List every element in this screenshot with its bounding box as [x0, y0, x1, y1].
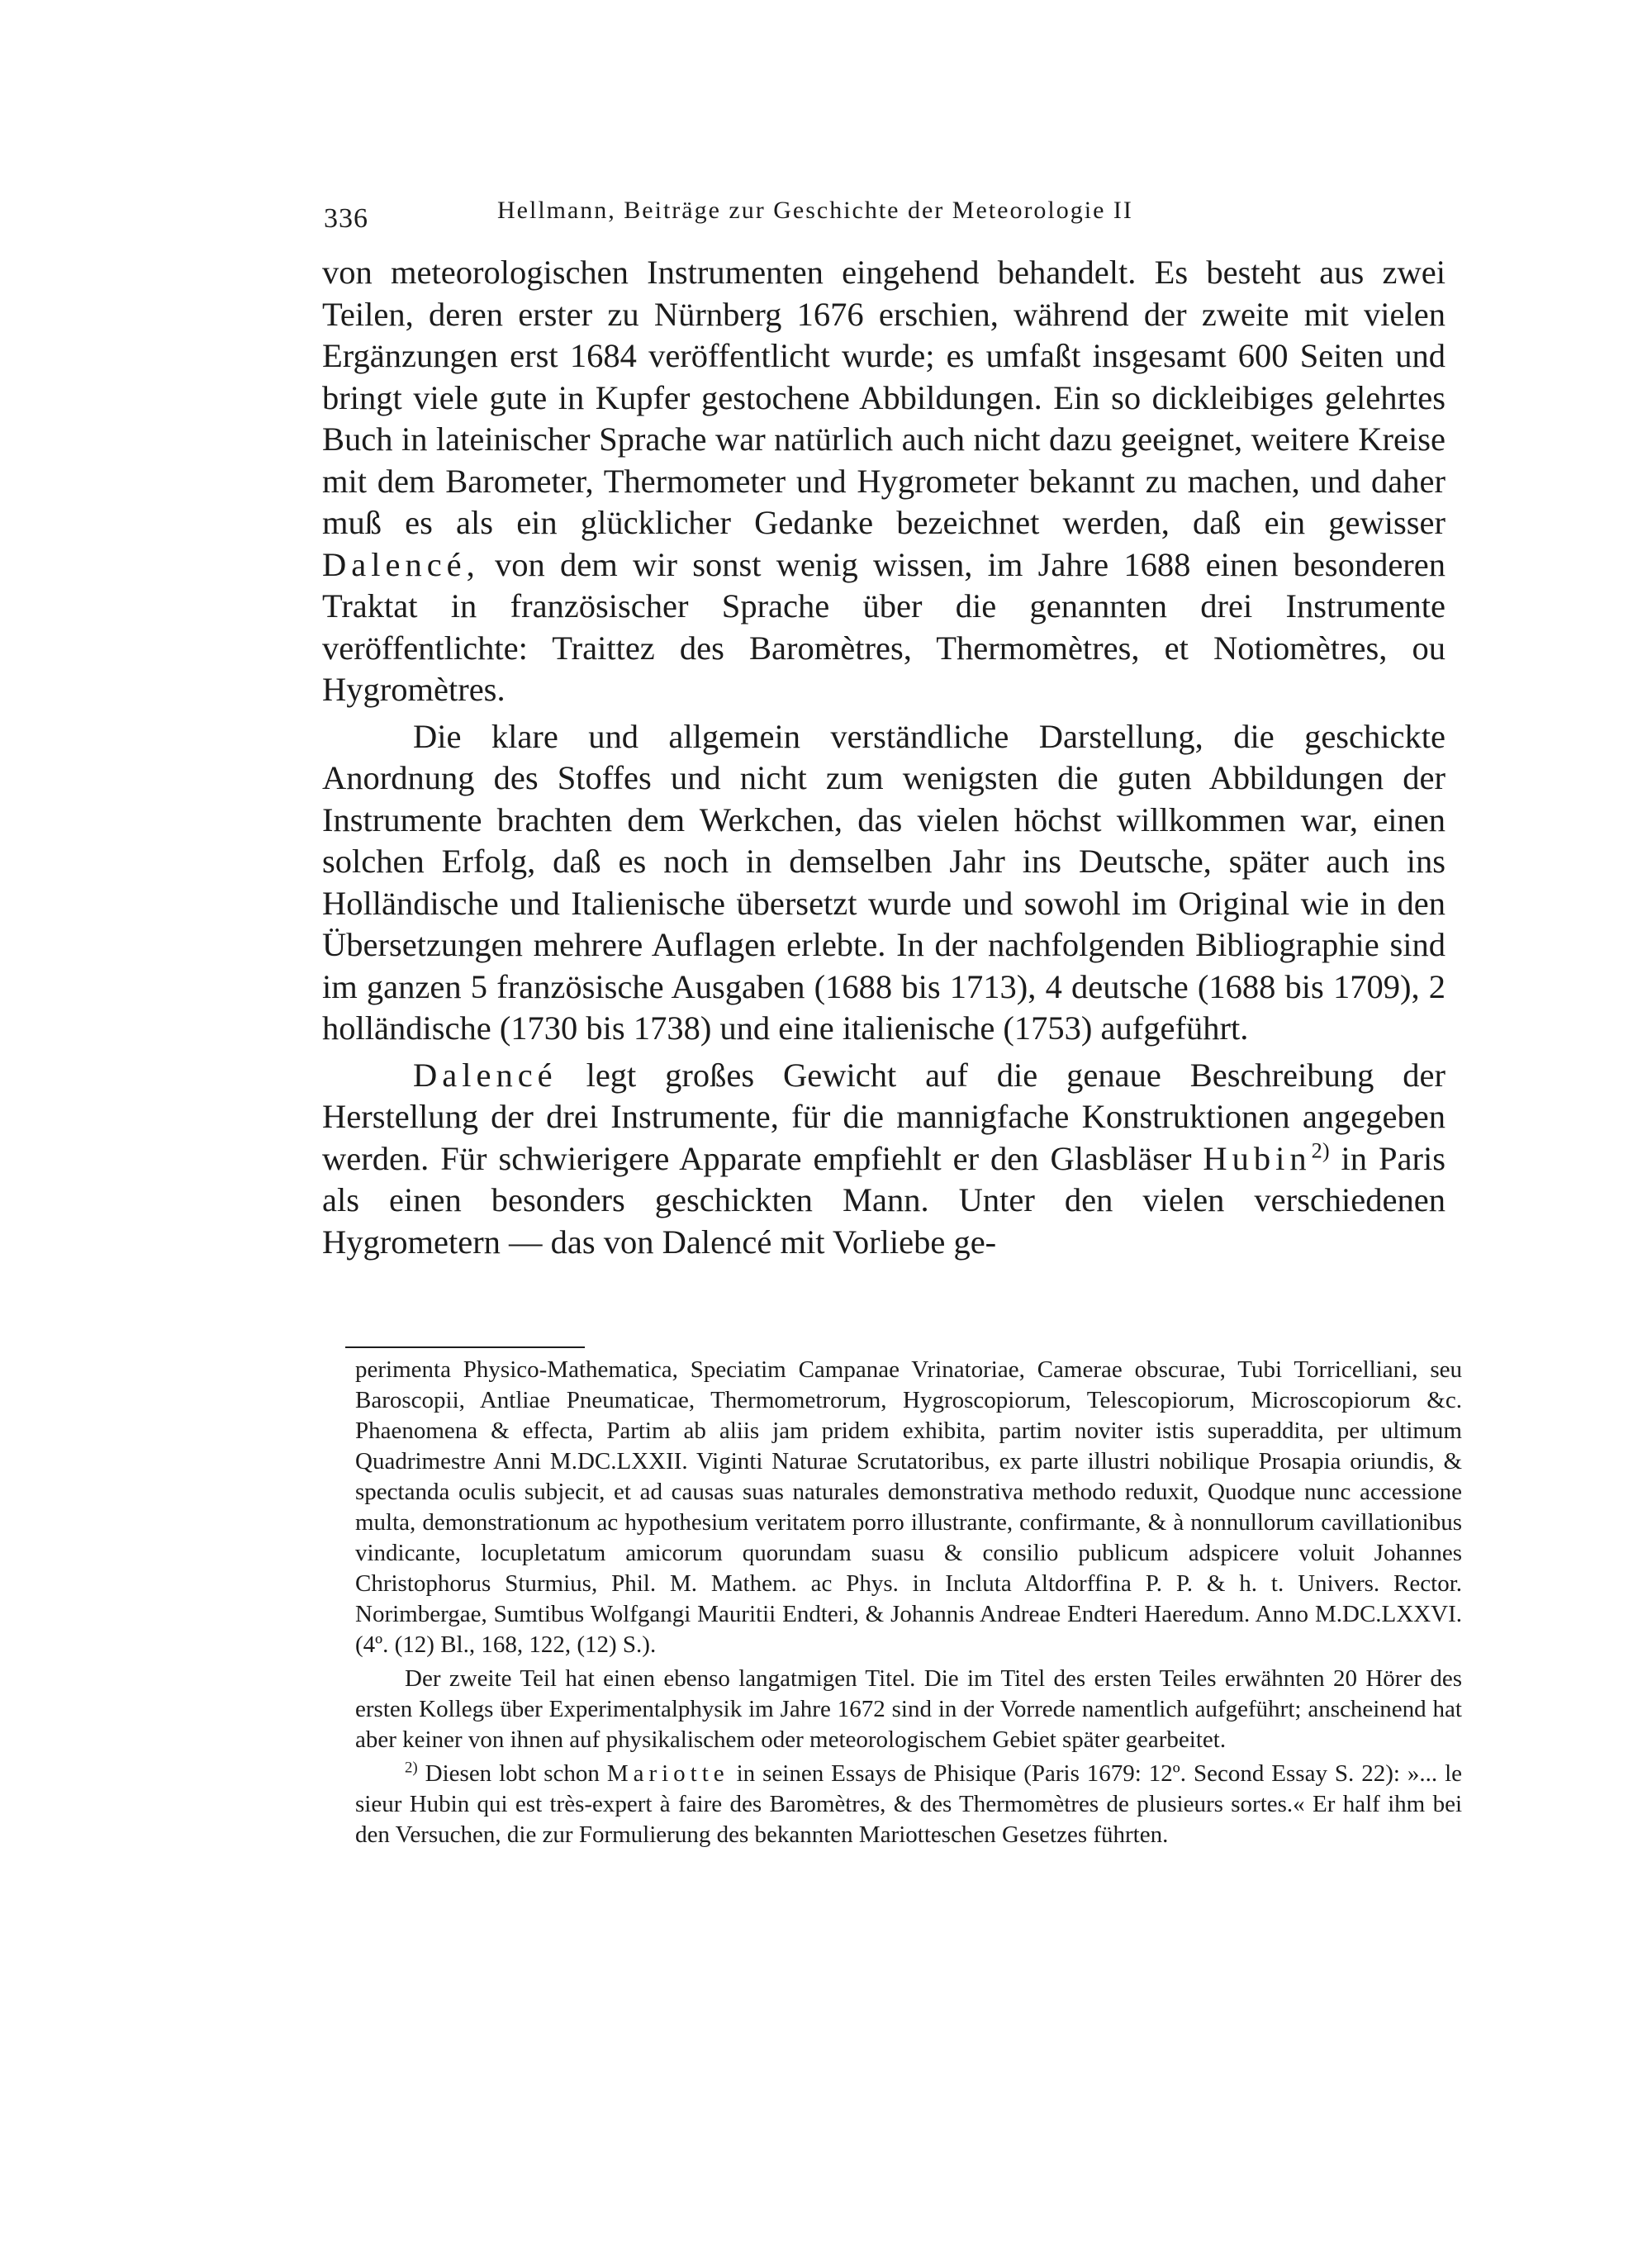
footnote-2 [355, 1759, 1462, 1850]
main-text [322, 252, 1446, 1263]
footnote-separator [345, 1346, 585, 1348]
footnote-2-mark: 2) [405, 1759, 418, 1777]
person-name-dalence-2: Dalencé [413, 1056, 558, 1094]
footnotes [355, 1355, 1462, 1850]
paragraph-2 [322, 716, 1446, 1050]
paragraph-3-text: legt großes Gewicht auf die genaue Beschreibung der Herstellung der drei Instrumente, für die mannigfache Konstruktionen angegeben werden. Für schwierigere Apparate empfiehlt er den Glasbläser [322, 1056, 1446, 1177]
paragraph-2-text: Die klare und allgemein verständliche Darstellung, die geschickte Anordnung des Stoffes und nicht zum wenigsten die guten Abbildungen der Instrumente brachten dem Werkchen, das vielen höchst willkommen war, einen solchen Erfolg, daß es noch in demselben Jahr ins Deutsche, später auch ins Holländische und Italienische übersetzt wurde und sowohl im Original wie in den Übersetzungen mehrere Auflagen erlebte. In der nachfolgenden Bibliographie sind im ganzen 5 französische Ausgaben (1688 bis 1713), 4 deutsche (1688 bis 1709), 2 holländische (1730 bis 1738) und eine italienische (1753) aufgeführt. [322, 717, 1446, 1047]
paragraph-1 [322, 252, 1446, 711]
footnote-2-text-a: Diesen lobt schon [425, 1760, 600, 1787]
paragraph-3-rest: in Paris als einen besonders geschickten Mann. Unter den vielen verschiedenen Hygrometern — das von Dalencé mit Vorliebe ge- [322, 1139, 1446, 1261]
paragraph-3 [322, 1055, 1446, 1264]
person-name-mariotte: Mariotte [606, 1760, 729, 1787]
footnote-1 [355, 1355, 1462, 1660]
footnote-1b-text: Der zweite Teil hat einen ebenso langatmigen Titel. Die im Titel des ersten Teiles erwähnten 20 Hörer des ersten Kollegs über Experimentalphysik im Jahre 1672 sind in der Vorrede namentlich aufgeführt; anscheinend hat aber keiner von ihnen auf physikalischem oder meteorologischem Gebiet später gearbeitet. [355, 1665, 1462, 1753]
footnote-ref-2: 2) [1311, 1138, 1330, 1162]
page-header [324, 197, 1216, 238]
running-head: Hellmann, Beiträge zur Geschichte der Meteorologie II [497, 197, 1133, 224]
person-name-hubin: Hubin [1203, 1139, 1312, 1177]
page-number: 336 [324, 203, 368, 234]
paragraph-1-text: von meteorologischen Instrumenten eingehend behandelt. Es besteht aus zwei Teilen, deren erster zu Nürnberg 1676 erschien, während der zweite mit vielen Ergänzungen erst 1684 veröffentlicht wurde; es umfaßt insgesamt 600 Seiten und bringt viele gute in Kupfer gestochene Abbildungen. Ein so dickleibiges gelehrtes Buch in lateinischer Sprache war natürlich auch nicht dazu geeignet, weitere Kreise mit dem Barometer, Thermometer und Hygrometer bekannt zu machen, und daher muß es als ein glücklicher Gedanke bezeichnet werden, daß ein gewisser [322, 254, 1446, 541]
footnote-1-text: perimenta Physico-Mathematica, Speciatim Campanae Vrinatoriae, Camerae obscurae, Tubi Torricelliani, seu Baroscopii, Antliae Pneumaticae, Thermometrorum, Hygroscopiorum, Telescopiorum, Microscopiorum &c. Phaenomena & effecta, Partim ab aliis jam pridem exhibita, partim noviter istis superaddita, per ultimum Quadrimestre Anni M.DC.LXXII. Viginti Naturae Scrutatoribus, ex parte illustri nobilique Prosapia oriundis, & spectanda oculis subjecit, et ad causas suas naturales demonstrativa methodo reduxit, Quodque nunc accessione multa, demonstrationum ac hypothesium veritatem porro illustrante, confirmante, & à nonnullorum cavillationibus vindicante, locupletatum amicorum quorundam suasu & consilio publicum adspicere voluit Johannes Christophorus Sturmius, Phil. M. Mathem. ac Phys. in Incluta Altdorffina P. P. & h. t. Univers. Rector. Norimbergae, Sumtibus Wolfgangi Mauritii Endteri, & Johannis Andreae Endteri Haeredum. Anno M.DC.LXXVI. (4º. (12) Bl., 168, 122, (12) S.). [355, 1356, 1462, 1658]
footnote-1-continued [355, 1664, 1462, 1755]
footnote-2-text-b: in seinen Essays de Phisique (Paris 1679: 12º. Second Essay S. 22): »... le sieur Hubin qui est très-expert à faire des Baromètres, & des Thermomètres de plusieurs sortes.« Er half ihm bei den Versuchen, die zur Formulierung des bekannten Mariotteschen Gesetzes führten. [355, 1760, 1463, 1848]
paragraph-1-rest: von dem wir sonst wenig wissen, im Jahre 1688 einen besonderen Traktat in französischer Sprache über die genannten drei Instrumente veröffentlichte: Traittez des Baromètres, Thermomètres, et Notiomètres, ou Hygromètres. [322, 545, 1446, 708]
person-name-dalence: Dalencé, [322, 545, 480, 583]
